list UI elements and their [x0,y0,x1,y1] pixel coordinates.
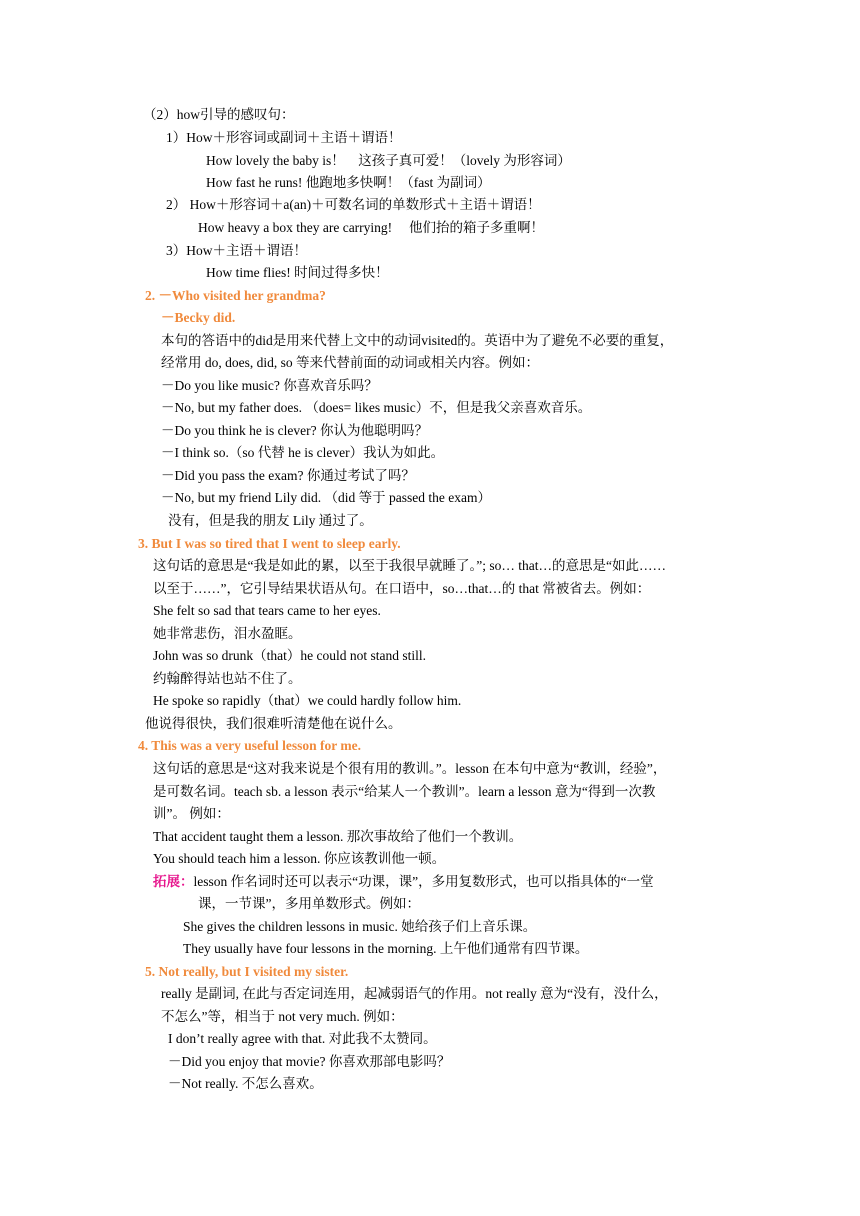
rule-line: 1）How＋形容词或副词＋主语＋谓语！ [166,130,402,145]
example-line: How lovely the baby is！ 这孩子真可爱！（lovely 为形容词） [206,153,571,168]
extension-line [153,871,654,893]
paragraph-line: 不怎么”等，相当于 not very much. 例如： [161,1009,404,1024]
example-line: She gives the children lessons in music. 她给孩子们上音乐课。 [183,919,537,934]
item-heading: 4. This was a very useful lesson for me. [138,738,362,753]
example-line: John was so drunk（that）he could not stand still. [153,648,426,663]
example-line: You should teach him a lesson. 你应该教训他一顿。 [153,851,446,866]
paragraph-line: 这句话的意思是“我是如此的累，以至于我很早就睡了。”; so… that…的意思是“如此…… [153,558,666,573]
item-heading: 2. －Who visited her grandma? [145,288,326,303]
extension-label: 拓展： [153,874,194,889]
extension-text: lesson 作名词时还可以表示“功课，课”，多用复数形式，也可以指具体的“一堂 [193,874,654,889]
example-line: 他说得很快，我们很难听清楚他在说什么。 [145,716,402,731]
example-line: He spoke so rapidly（that）we could hardly follow him. [153,693,462,708]
item-heading: 5. Not really, but I visited my sister. [145,964,349,979]
example-line: 她非常悲伤，泪水盈眶。 [153,626,302,641]
example-line: I don’t really agree with that. 对此我不太赞同。 [168,1031,437,1046]
example-line: －Do you like music? 你喜欢音乐吗？ [161,378,378,393]
example-line: －No, but my friend Lily did. （did 等于 passed the exam） [161,490,491,505]
example-line: －Did you pass the exam? 你通过考试了吗？ [161,468,415,483]
example-line: －Do you think he is clever? 你认为他聪明吗？ [161,423,428,438]
paragraph-line: 这句话的意思是“这对我来说是个很有用的教训。”。lesson 在本句中意为“教训，经验”， [153,761,667,776]
paragraph-line: really 是副词, 在此与否定词连用，起减弱语气的作用。not really 意为“没有，没什么， [161,986,668,1001]
example-line: －I think so.（so 代替 he is clever）我认为如此。 [161,445,445,460]
example-line: How fast he runs! 他跑地多快啊！（fast 为副词） [206,175,491,190]
example-line: How time flies! 时间过得多快！ [206,265,389,280]
paragraph-line: 是可数名词。teach sb. a lesson 表示“给某人一个教训”。learn a lesson 意为“得到一次教 [153,784,656,799]
rule-line: 2） How＋形容词＋a(an)＋可数名词的单数形式＋主语＋谓语！ [166,197,541,212]
item-heading: －Becky did. [161,310,236,325]
paragraph-line: 课，一节课”，多用单数形式。例如： [198,896,420,911]
example-line: －Did you enjoy that movie? 你喜欢那部电影吗？ [168,1054,451,1069]
example-line: They usually have four lessons in the morning. 上午他们通常有四节课。 [183,941,589,956]
paragraph-line: 本句的答语中的did是用来代替上文中的动词visited的。英语中为了避免不必要的重复， [161,333,674,348]
example-line: 没有，但是我的朋友 Lily 通过了。 [168,513,373,528]
example-line: －Not really. 不怎么喜欢。 [168,1076,323,1091]
example-line: She felt so sad that tears came to her eyes. [153,603,381,618]
item-heading: 3. But I was so tired that I went to sleep early. [138,536,401,551]
rule-line: 3）How＋主语＋谓语！ [166,243,307,258]
example-line: 约翰醉得站也站不住了。 [153,671,302,686]
paragraph-line: 经常用 do, does, did, so 等来代替前面的动词或相关内容。例如： [161,355,539,370]
example-line: That accident taught them a lesson. 那次事故给了他们一个教训。 [153,829,523,844]
example-line: －No, but my father does. （does= likes music）不，但是我父亲喜欢音乐。 [161,400,592,415]
section-heading: （2）how引导的感叹句： [143,107,295,122]
paragraph-line: 以至于……”，它引导结果状语从句。在口语中，so…that…的 that 常被省去。例如： [153,581,651,596]
paragraph-line: 训”。 例如： [153,806,230,821]
example-line: How heavy a box they are carrying! 他们抬的箱子多重啊！ [198,220,545,235]
